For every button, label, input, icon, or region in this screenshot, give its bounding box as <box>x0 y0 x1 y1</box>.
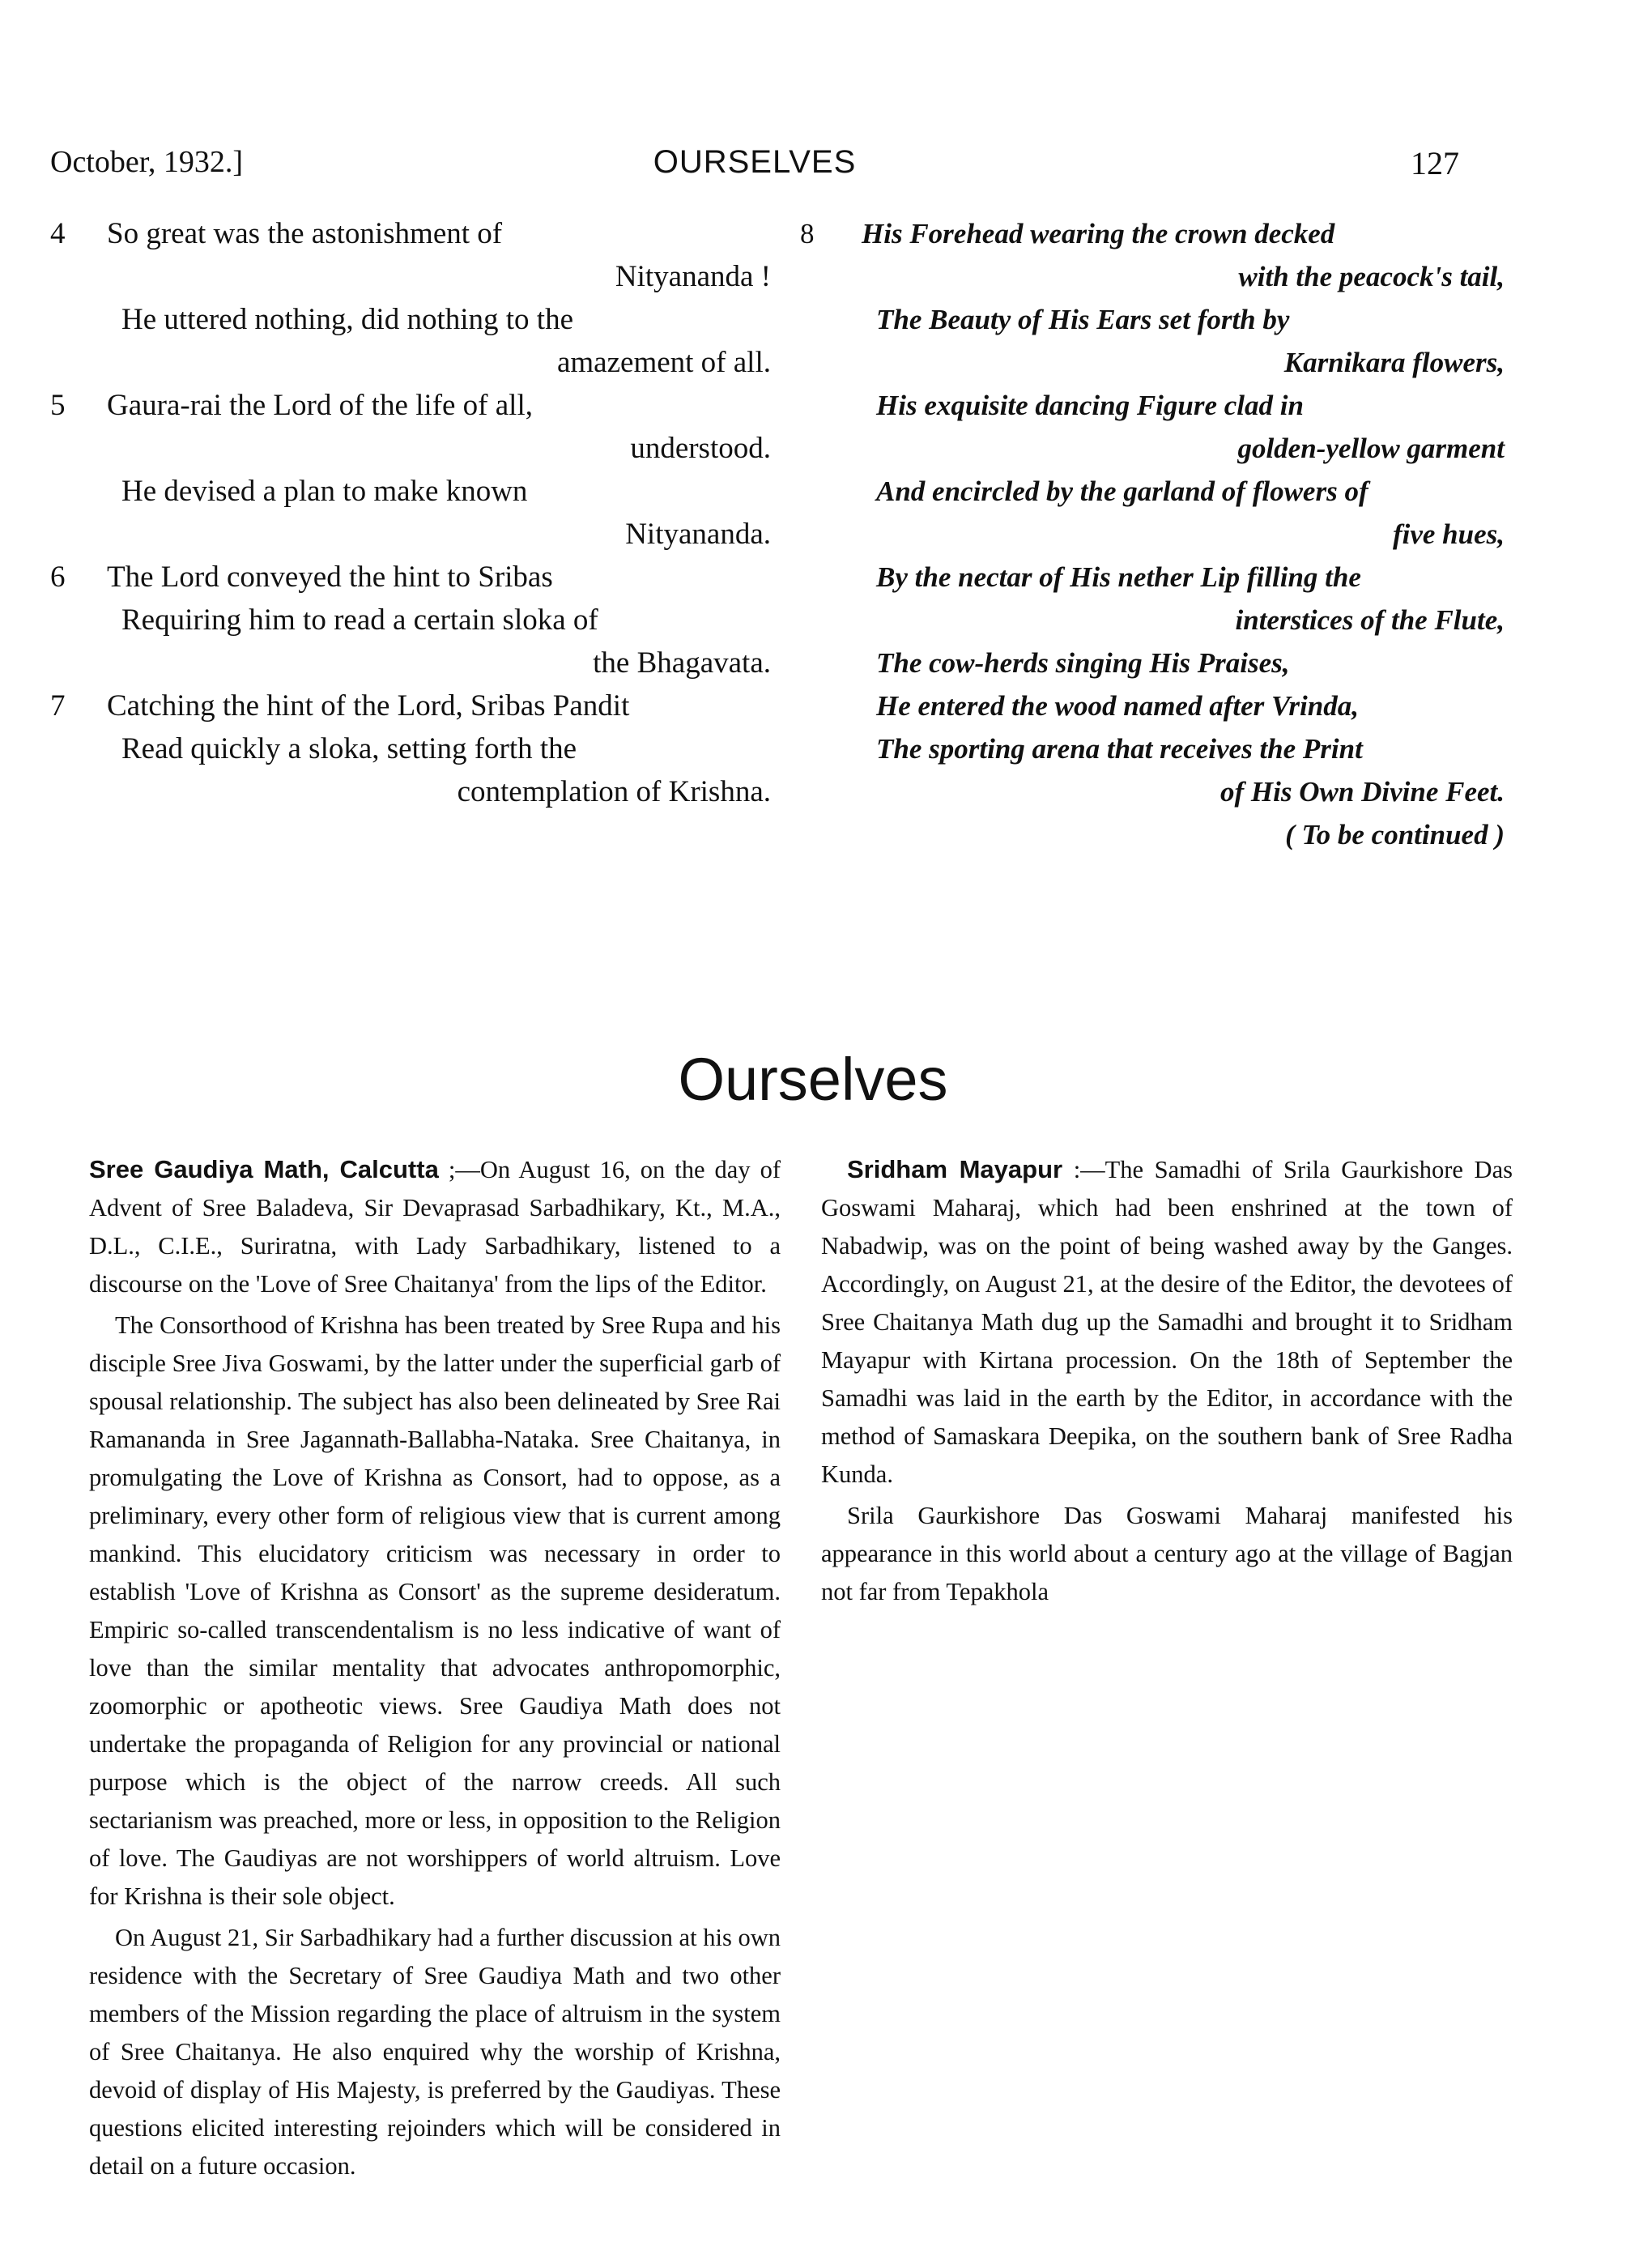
verse-line: The cow-herds singing His Praises, <box>876 647 1290 679</box>
paragraph-lead: Sridham Mayapur <box>847 1155 1063 1183</box>
verse-line: Nityananda ! <box>615 260 771 293</box>
verse-line: The Beauty of His Ears set forth by <box>876 304 1290 335</box>
verse-line: Karnikara flowers, <box>1283 347 1505 378</box>
running-head <box>50 144 1459 201</box>
verse-line: golden-yellow garment <box>1237 433 1505 464</box>
verse-8 <box>800 212 1505 856</box>
paragraph-gaurkishore: Srila Gaurkishore Das Goswami Maharaj manifested his appearance in this world about a century ago at the village of Bagjan not far from Tepakhola <box>821 1502 1513 1605</box>
verse-line: The Lord conveyed the hint to Sribas <box>107 561 553 594</box>
verse-line: His Forehead wearing the crown decked <box>862 218 1335 249</box>
verse-line: Catching the hint of the Lord, Sribas Pandit <box>107 689 630 723</box>
paragraph-consorthood: The Consorthood of Krishna has been treated by Sree Rupa and his disciple Sree Jiva Goswami, by the latter under the superficial garb of spousal relationship. The subject has also been delineated by Sree Rai Ramananda in Sree Jagannath-Ballabha-Nataka. Sree Chaitanya, in promulgating the Love of Krishna as Consort, had to oppose, as a preliminary, every other form of religious view that is current among mankind. This elucidatory criticism was necessary in order to establish 'Love of Krishna as Consort' as the supreme desideratum. Empiric so-called transcendentalism is no less indicative of want of love than the similar mentality that advocates anthropomorphic, zoomorphic or apotheotic views. Sree Gaudiya Math does not undertake the propaganda of Religion for any provincial or national purpose which is the object of the narrow creeds. All such sectarianism was preached, more or less, in opposition to the Religion of love. The Gaudiyas are not worshippers of world altruism. Love for Krishna is their sole object. <box>89 1311 781 1910</box>
issue-date: October, 1932.] <box>50 145 244 179</box>
verse-number: 7 <box>50 689 66 723</box>
to-be-continued: ( To be continued ) <box>1285 819 1505 850</box>
verse-column-right <box>800 212 1505 856</box>
running-title: OURSELVES <box>653 144 857 180</box>
verse-line: Nityananda. <box>625 518 771 551</box>
paragraph-mayapur <box>821 1150 1513 1494</box>
verse-line: five hues, <box>1392 518 1505 550</box>
verse-number: 4 <box>50 217 66 250</box>
verse-number: 5 <box>50 389 66 422</box>
verse-number: 6 <box>50 561 66 594</box>
verse-line: By the nectar of His nether Lip filling the <box>876 561 1361 593</box>
verse-line: understood. <box>630 432 771 465</box>
verse-line: The sporting arena that receives the Print <box>876 733 1363 765</box>
verse-5 <box>50 384 771 556</box>
verse-line: And encircled by the garland of flowers of <box>876 475 1368 507</box>
verse-4 <box>50 212 771 384</box>
article-body <box>89 1150 1513 2236</box>
verse-line: He uttered nothing, did nothing to the <box>121 303 573 336</box>
paragraph-text: :—The Samadhi of Srila Gaurkishore Das Goswami Maharaj, which had been enshrined at the town of Nabadwip, was on the point of being washed away by the Ganges. Accordingly, on August 21, at the desire of the Editor, the devotees of Sree Chaitanya Math dug up the Samadhi and brought it to Sridham Mayapur with Kirtana procession. On the 18th of September the Samadhi was laid in the earth by the Editor, in accordance with the method of Samaskara Deepika, on the southern bank of Sree Radha Kunda. <box>821 1156 1513 1488</box>
paragraph-august-21: On August 21, Sir Sarbadhikary had a further discussion at his own residence with the Secretary of Sree Gaudiya Math and two other members of the Mission regarding the place of altruism in the system of Sree Chaitanya. He also enquired why the worship of Krishna, devoid of display of His Majesty, is preferred by the Gaudiyas. These questions elicited interesting rejoinders which will be considered in detail on a future occasion. <box>89 1924 781 2180</box>
verse-line: of His Own Divine Feet. <box>1220 776 1505 808</box>
verse-line: with the peacock's tail, <box>1238 261 1505 292</box>
verse-number: 8 <box>800 218 815 249</box>
verse-line: Gaura-rai the Lord of the life of all, <box>107 389 533 422</box>
verse-line: contemplation of Krishna. <box>457 775 771 808</box>
verse-line: He entered the wood named after Vrinda, <box>876 690 1359 722</box>
paragraph-lead: Sree Gaudiya Math, Calcutta <box>89 1155 439 1183</box>
verse-line: the Bhagavata. <box>593 646 771 680</box>
verse-line: His exquisite dancing Figure clad in <box>876 390 1304 421</box>
verse-line: So great was the astonishment of <box>107 217 503 250</box>
verse-line: Requiring him to read a certain sloka of <box>121 603 598 637</box>
verse-line: He devised a plan to make known <box>121 475 528 508</box>
page-number: 127 <box>1411 145 1459 181</box>
paragraph-text: ;—On August 16, on the day of Advent of Sree Baladeva, Sir Devaprasad Sarbadhikary, Kt., M.A., D.L., C.I.E., Suriratna, with Lady Sarbadhikary, listened to a discourse on the 'Love of Sree Chaitanya' from the lips of the Editor. <box>89 1156 781 1298</box>
verse-line: amazement of all. <box>556 346 771 379</box>
section-title: Ourselves <box>678 1046 948 1113</box>
verse-7 <box>50 684 771 813</box>
verse-line: interstices of the Flute, <box>1235 604 1505 636</box>
paragraph-gaudiya-math <box>89 1150 781 1303</box>
verse-column-left <box>50 212 771 813</box>
verse-6 <box>50 556 771 684</box>
verse-line: Read quickly a sloka, setting forth the <box>121 732 577 765</box>
